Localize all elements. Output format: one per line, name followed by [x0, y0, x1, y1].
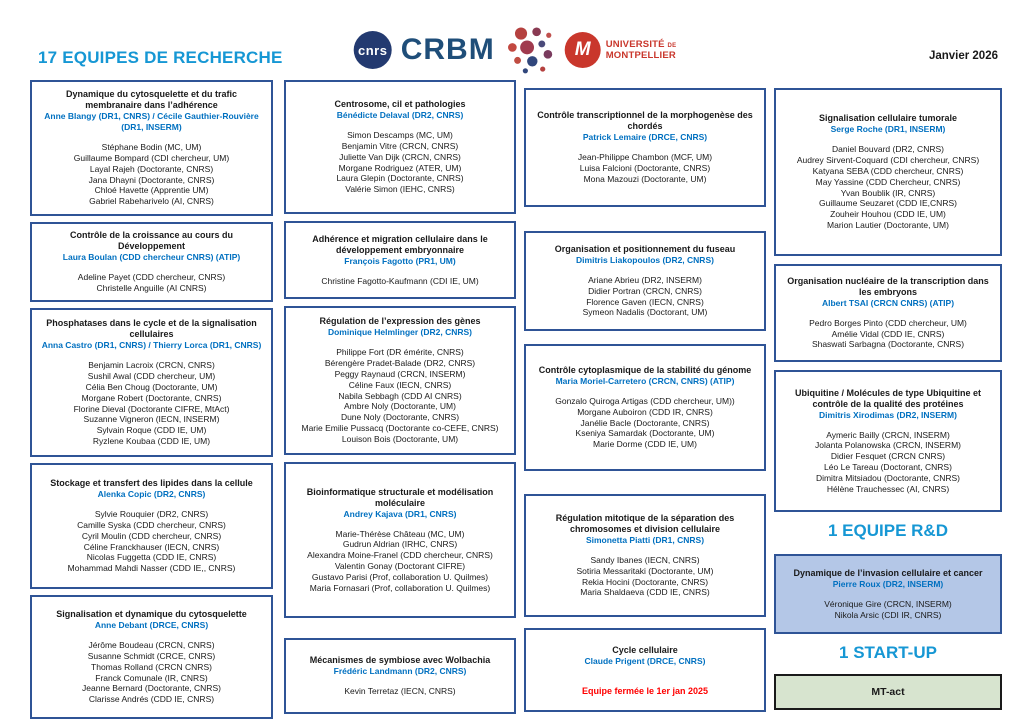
team-leader: Frédéric Landmann (DR2, CNRS): [333, 666, 467, 677]
team-member: Pedro Borges Pinto (CDD chercheur, UM): [809, 317, 967, 328]
team-member: May Yassine (CDD Chercheur, CNRS): [815, 176, 961, 187]
team-box: [524, 88, 766, 207]
team-box: [30, 80, 273, 216]
team-box: [284, 80, 516, 214]
crbm-molecule-icon: [504, 24, 556, 76]
um-line1: UNIVERSITÉ: [605, 38, 665, 50]
team-member: Sandy Ibanes (IECN, CNRS): [590, 554, 700, 565]
team-box: [774, 88, 1002, 256]
team-title: Ubiquitine / Molécules de type Ubiquitine et contrôle de la qualité des protéines: [794, 387, 982, 409]
team-member: Jérôme Boudeau (CRCN, CNRS): [88, 640, 215, 651]
team-member: Peggy Raynaud (CRCN, INSERM): [334, 369, 466, 379]
team-member: Thomas Rolland (CRCN CNRS): [91, 661, 212, 672]
team-member: Benjamin Vitre (CRCN, CNRS): [341, 140, 459, 151]
team-title: Centrosome, cil et pathologies: [334, 99, 466, 110]
team-title: Contrôle cytoplasmique de la stabilité du génome: [538, 365, 752, 375]
team-member: Valérie Simon (IEHC, CNRS): [345, 184, 455, 195]
team-leader: Bénédicte Delaval (DR2, CNRS): [336, 110, 464, 121]
team-leader: Claude Prigent (DRCE, CNRS): [584, 655, 706, 666]
team-leader: Dimitris Liakopoulos (DR2, CNRS): [576, 254, 714, 265]
team-box: [774, 264, 1002, 362]
team-closed-note: Equipe fermée le 1er jan 2025: [581, 685, 709, 696]
cnrs-logo-icon: [354, 31, 392, 69]
startup-box-mtact: [774, 674, 1002, 710]
team-member: Gabriel Rabeharivelo (AI, CNRS): [89, 196, 214, 207]
rd-section-heading: 1 EQUIPE R&D: [828, 521, 948, 540]
team-title: Stockage et transfert des lipides dans la cellule: [50, 478, 253, 489]
team-leader: Pierre Roux (DR2, INSERM): [832, 578, 944, 589]
column-3: [524, 88, 766, 712]
team-member: Céline Franckhauser (IECN, CNRS): [83, 541, 220, 552]
startup-label: MT-act: [871, 686, 905, 698]
team-member: Janélie Bacle (Doctorante, CNRS): [580, 417, 710, 428]
team-title: Mécanismes de symbiose avec Wolbachia: [309, 655, 491, 666]
team-member: Zouheir Houhou (CDD IE, UM): [830, 209, 946, 220]
team-member: Guillaume Bompard (CDI chercheur, UM): [73, 152, 230, 163]
universite-montpellier-logo: [565, 32, 677, 68]
team-member: Philippe Fort (DR émérite, CNRS): [336, 347, 464, 358]
team-member: Morgane Auboiron (CDD IR, CNRS): [577, 406, 713, 417]
team-member: Katyana SEBA (CDD chercheur, CNRS): [812, 165, 964, 176]
team-member: Hélène Trauchessec (AI, CNRS): [826, 483, 950, 494]
team-member: Nabila Sebbagh (CDD AI CNRS): [338, 390, 462, 401]
team-member: Dune Noly (Doctorante, CNRS): [340, 412, 460, 423]
team-box-rd: [774, 554, 1002, 634]
team-title: Régulation de l’expression des gènes: [319, 316, 481, 327]
team-leader: Anna Castro (DR1, CNRS) / Thierry Lorca (DR1, CNRS): [41, 340, 262, 351]
team-box: [30, 308, 273, 457]
team-member: Célia Ben Choug (Doctorante, UM): [85, 381, 218, 392]
team-member: Louison Bois (Doctorante, UM): [341, 433, 459, 444]
team-member: Franck Comunale (IR, CNRS): [95, 672, 208, 683]
team-member: Nikola Arsic (CDI IR, CNRS): [834, 609, 942, 620]
team-member: Ambre Noly (Doctorante, UM): [344, 401, 456, 412]
team-box: [524, 344, 766, 471]
team-member: Jean-Philippe Chambon (MCF, UM): [577, 152, 713, 163]
team-box: [774, 370, 1002, 512]
team-member: Aymeric Bailly (CRCN, INSERM): [826, 429, 950, 440]
team-title: Contrôle transcriptionnel de la morphogenèse des chordés: [537, 110, 753, 132]
team-member: Cyril Moulin (CDD chercheur, CNRS): [81, 530, 222, 541]
team-member: Rekia Hocini (Doctorante, CNRS): [581, 576, 709, 587]
team-member: Stéphane Bodin (MC, UM): [101, 142, 202, 153]
team-member: Ryzlene Koubaa (CDD IE, UM): [92, 435, 211, 446]
team-box: [524, 494, 766, 617]
column-4-teams: [774, 88, 1002, 512]
team-member: Marion Lautier (Doctorante, UM): [827, 219, 949, 230]
team-member: Sushil Awal (CDD chercheur, UM): [87, 371, 216, 382]
team-title: Bioinformatique structurale et modélisation moléculaire: [306, 486, 494, 508]
team-member: Clarisse Andrés (CDD IE, CNRS): [88, 694, 215, 705]
team-box: [524, 231, 766, 331]
team-title: Phosphatases dans le cycle et de la signalisation cellulaires: [46, 318, 257, 340]
team-member: Léo Le Tareau (Doctorant, CNRS): [824, 462, 952, 472]
team-leader: Andrey Kajava (DR1, CNRS): [343, 508, 457, 519]
team-box: [30, 222, 273, 302]
team-member: Adeline Payet (CDD chercheur, CNRS): [77, 272, 226, 283]
team-member: Ariane Abrieu (DR2, INSERM): [588, 274, 702, 285]
team-member: Maria Fornasari (Prof, collaboration U. Quilmes): [309, 582, 491, 593]
team-leader: Albert TSAI (CRCN CNRS) (ATIP): [821, 297, 955, 308]
team-member: Marie Dorme (CDD IE, UM): [593, 439, 697, 450]
startup-section-heading: 1 START-UP: [839, 643, 937, 662]
team-member: Camille Syska (CDD chercheur, CNRS): [77, 519, 226, 530]
team-member: Didier Fesquet (CRCN CNRS): [830, 451, 946, 462]
team-member: Luisa Falcioni (Doctorante, CNRS): [579, 163, 711, 174]
team-member: Morgane Robert (Doctorante, CNRS): [81, 392, 222, 403]
team-leader: Serge Roche (DR1, INSERM): [830, 124, 946, 135]
team-title: Dynamique de l’invasion cellulaire et cancer: [793, 567, 983, 578]
team-member: Sylvain Roque (CDD IE, UM): [96, 425, 207, 436]
team-member: Alexandra Moine-Franel (CDD chercheur, CNRS): [307, 550, 493, 561]
team-member: Florine Dieval (Doctorante CIFRE, MtAct): [73, 403, 230, 414]
um-de: DE: [667, 42, 677, 49]
team-title: Signalisation et dynamique du cytosquelette: [56, 609, 247, 620]
team-member: Christelle Anguille (AI CNRS): [96, 283, 207, 293]
logo-bar: [354, 24, 677, 76]
cnrs-logo-label: cnrs: [357, 42, 388, 58]
team-leader: Alenka Copic (DR2, CNRS): [97, 489, 206, 500]
um-monogram-icon: M: [565, 32, 601, 68]
team-member: Simon Descamps (MC, UM): [347, 130, 453, 141]
team-box: [284, 462, 516, 618]
team-member: Kseniya Samardak (Doctorante, UM): [575, 428, 715, 439]
team-member: Céline Faux (IECN, CNRS): [348, 379, 452, 390]
team-leader: Maria Moriel-Carretero (CRCN, CNRS) (ATIP): [555, 376, 735, 386]
team-member: Gonzalo Quiroga Artigas (CDD chercheur, UM)): [555, 396, 735, 406]
column-1: [30, 80, 273, 719]
column-2: [284, 80, 516, 714]
team-box: [30, 463, 273, 589]
team-leader: Dimitris Xirodimas (DR2, INSERM): [819, 409, 957, 420]
team-member: Florence Gaven (IECN, CNRS): [586, 296, 704, 307]
column-4: [774, 88, 1002, 710]
team-member: Kevin Terretaz (IECN, CNRS): [344, 686, 456, 697]
team-leader: Dominique Helmlinger (DR2, CNRS): [327, 327, 473, 338]
team-member: Mohammad Mahdi Nasser (CDD IE,, CNRS): [67, 563, 236, 574]
team-member: Didier Portran (CRCN, CNRS): [588, 285, 702, 296]
team-title: Cycle cellulaire: [612, 644, 678, 655]
team-box: [284, 221, 516, 299]
team-box: [30, 595, 273, 719]
team-member: Symeon Nadalis (Doctorant, UM): [582, 307, 708, 318]
team-box: [524, 628, 766, 712]
team-member: Marie Emilie Pussacq (Doctorante co-CEFE, CNRS): [301, 422, 499, 433]
team-member: Marie-Thérèse Château (MC, UM): [335, 528, 465, 539]
team-member: Guillaume Seuzaret (CDD IE,CNRS): [819, 198, 957, 209]
team-title: Organisation et positionnement du fuseau: [554, 243, 736, 254]
team-member: Mona Mazouzi (Doctorante, UM): [583, 173, 707, 184]
team-member: Morgane Rodriguez (ATER, UM): [338, 162, 462, 173]
team-member: Dimitra Mitsiadou (Doctorante, CNRS): [815, 472, 961, 483]
team-title: Contrôle de la croissance au cours du Développement: [69, 230, 234, 252]
team-member: Véronique Gire (CRCN, INSERM): [824, 598, 952, 609]
team-leader: Laura Boulan (CDD chercheur CNRS) (ATIP): [62, 252, 241, 263]
team-leader: Patrick Lemaire (DRCE, CNRS): [582, 132, 708, 143]
team-member: Bérengère Pradet-Balade (DR2, CNRS): [324, 358, 476, 369]
team-leader: Simonetta Piatti (DR1, CNRS): [585, 534, 705, 545]
page-title: 17 EQUIPES DE RECHERCHE: [38, 48, 283, 67]
team-member: Jana Dhayni (Doctorante, CNRS): [88, 174, 215, 185]
team-member: Shaswati Sarbagna (Doctorante, CNRS): [811, 339, 965, 350]
um-logo-text: [606, 40, 677, 61]
team-member: Audrey Sirvent-Coquard (CDI chercheur, CNRS): [796, 155, 980, 166]
team-member: Christine Fagotto-Kaufmann (CDI IE, UM): [321, 275, 479, 286]
team-leader: Anne Blangy (DR1, CNRS) / Cécile Gauthier-Rouvière (DR1, INSERM): [44, 111, 259, 133]
team-member: Gustavo Parisi (Prof, collaboration U. Quilmes): [311, 571, 489, 582]
team-member: Yvan Boublik (IR, CNRS): [840, 187, 936, 198]
team-member: Gudrun Aldrian (IRHC, CNRS): [342, 539, 458, 550]
team-box: [284, 306, 516, 455]
team-title: Signalisation cellulaire tumorale: [818, 113, 958, 124]
team-member: Susanne Schmidt (CRCE, CNRS): [87, 650, 216, 661]
team-member: Laura Glepin (Doctorante, CNRS): [336, 173, 464, 184]
team-member: Valentin Gonay (Doctorant CIFRE): [334, 561, 466, 571]
team-member: Jeanne Bernard (Doctorante, CNRS): [82, 683, 221, 694]
team-member: Nicolas Fuggetta (CDD IE, CNRS): [86, 552, 217, 563]
team-member: Jolanta Polanowska (CRCN, INSERM): [815, 440, 961, 451]
team-box: [284, 638, 516, 714]
team-member: Benjamin Lacroix (CRCN, CNRS): [88, 360, 215, 371]
team-member: Suzanne Vigneron (IECN, INSERM): [83, 414, 220, 425]
team-leader: François Fagotto (PR1, UM): [344, 255, 456, 266]
team-title: Dynamique du cytosquelette et du trafic membranaire dans l’adhérence: [65, 89, 238, 111]
team-leader: Anne Debant (DRCE, CNRS): [94, 620, 209, 631]
team-title: Organisation nucléaire de la transcription dans les embryons: [787, 275, 989, 297]
team-member: Chloé Havette (Apprentie UM): [94, 185, 209, 196]
date-label: Janvier 2026: [928, 50, 998, 62]
team-member: Daniel Bouvard (DR2, CNRS): [832, 144, 944, 155]
team-member: Sylvie Rouquier (DR2, CNRS): [94, 509, 209, 520]
team-member: Maria Shaldaeva (CDD IE, CNRS): [580, 587, 710, 598]
team-member: Juliette Van Dijk (CRCN, CNRS): [339, 151, 461, 162]
crbm-logo: CRBM: [400, 33, 495, 66]
team-member: Layal Rajeh (Doctorante, CNRS): [89, 163, 214, 174]
team-title: Adhérence et migration cellulaire dans le développement embryonnaire: [312, 233, 488, 255]
um-line2: MONTPELLIER: [605, 49, 676, 61]
team-member: Amélie Vidal (CDD IE, CNRS): [831, 328, 945, 339]
team-member: Sotiria Messaritaki (Doctorante, UM): [576, 565, 714, 576]
team-title: Régulation mitotique de la séparation des chromosomes et division cellulaire: [555, 512, 735, 534]
